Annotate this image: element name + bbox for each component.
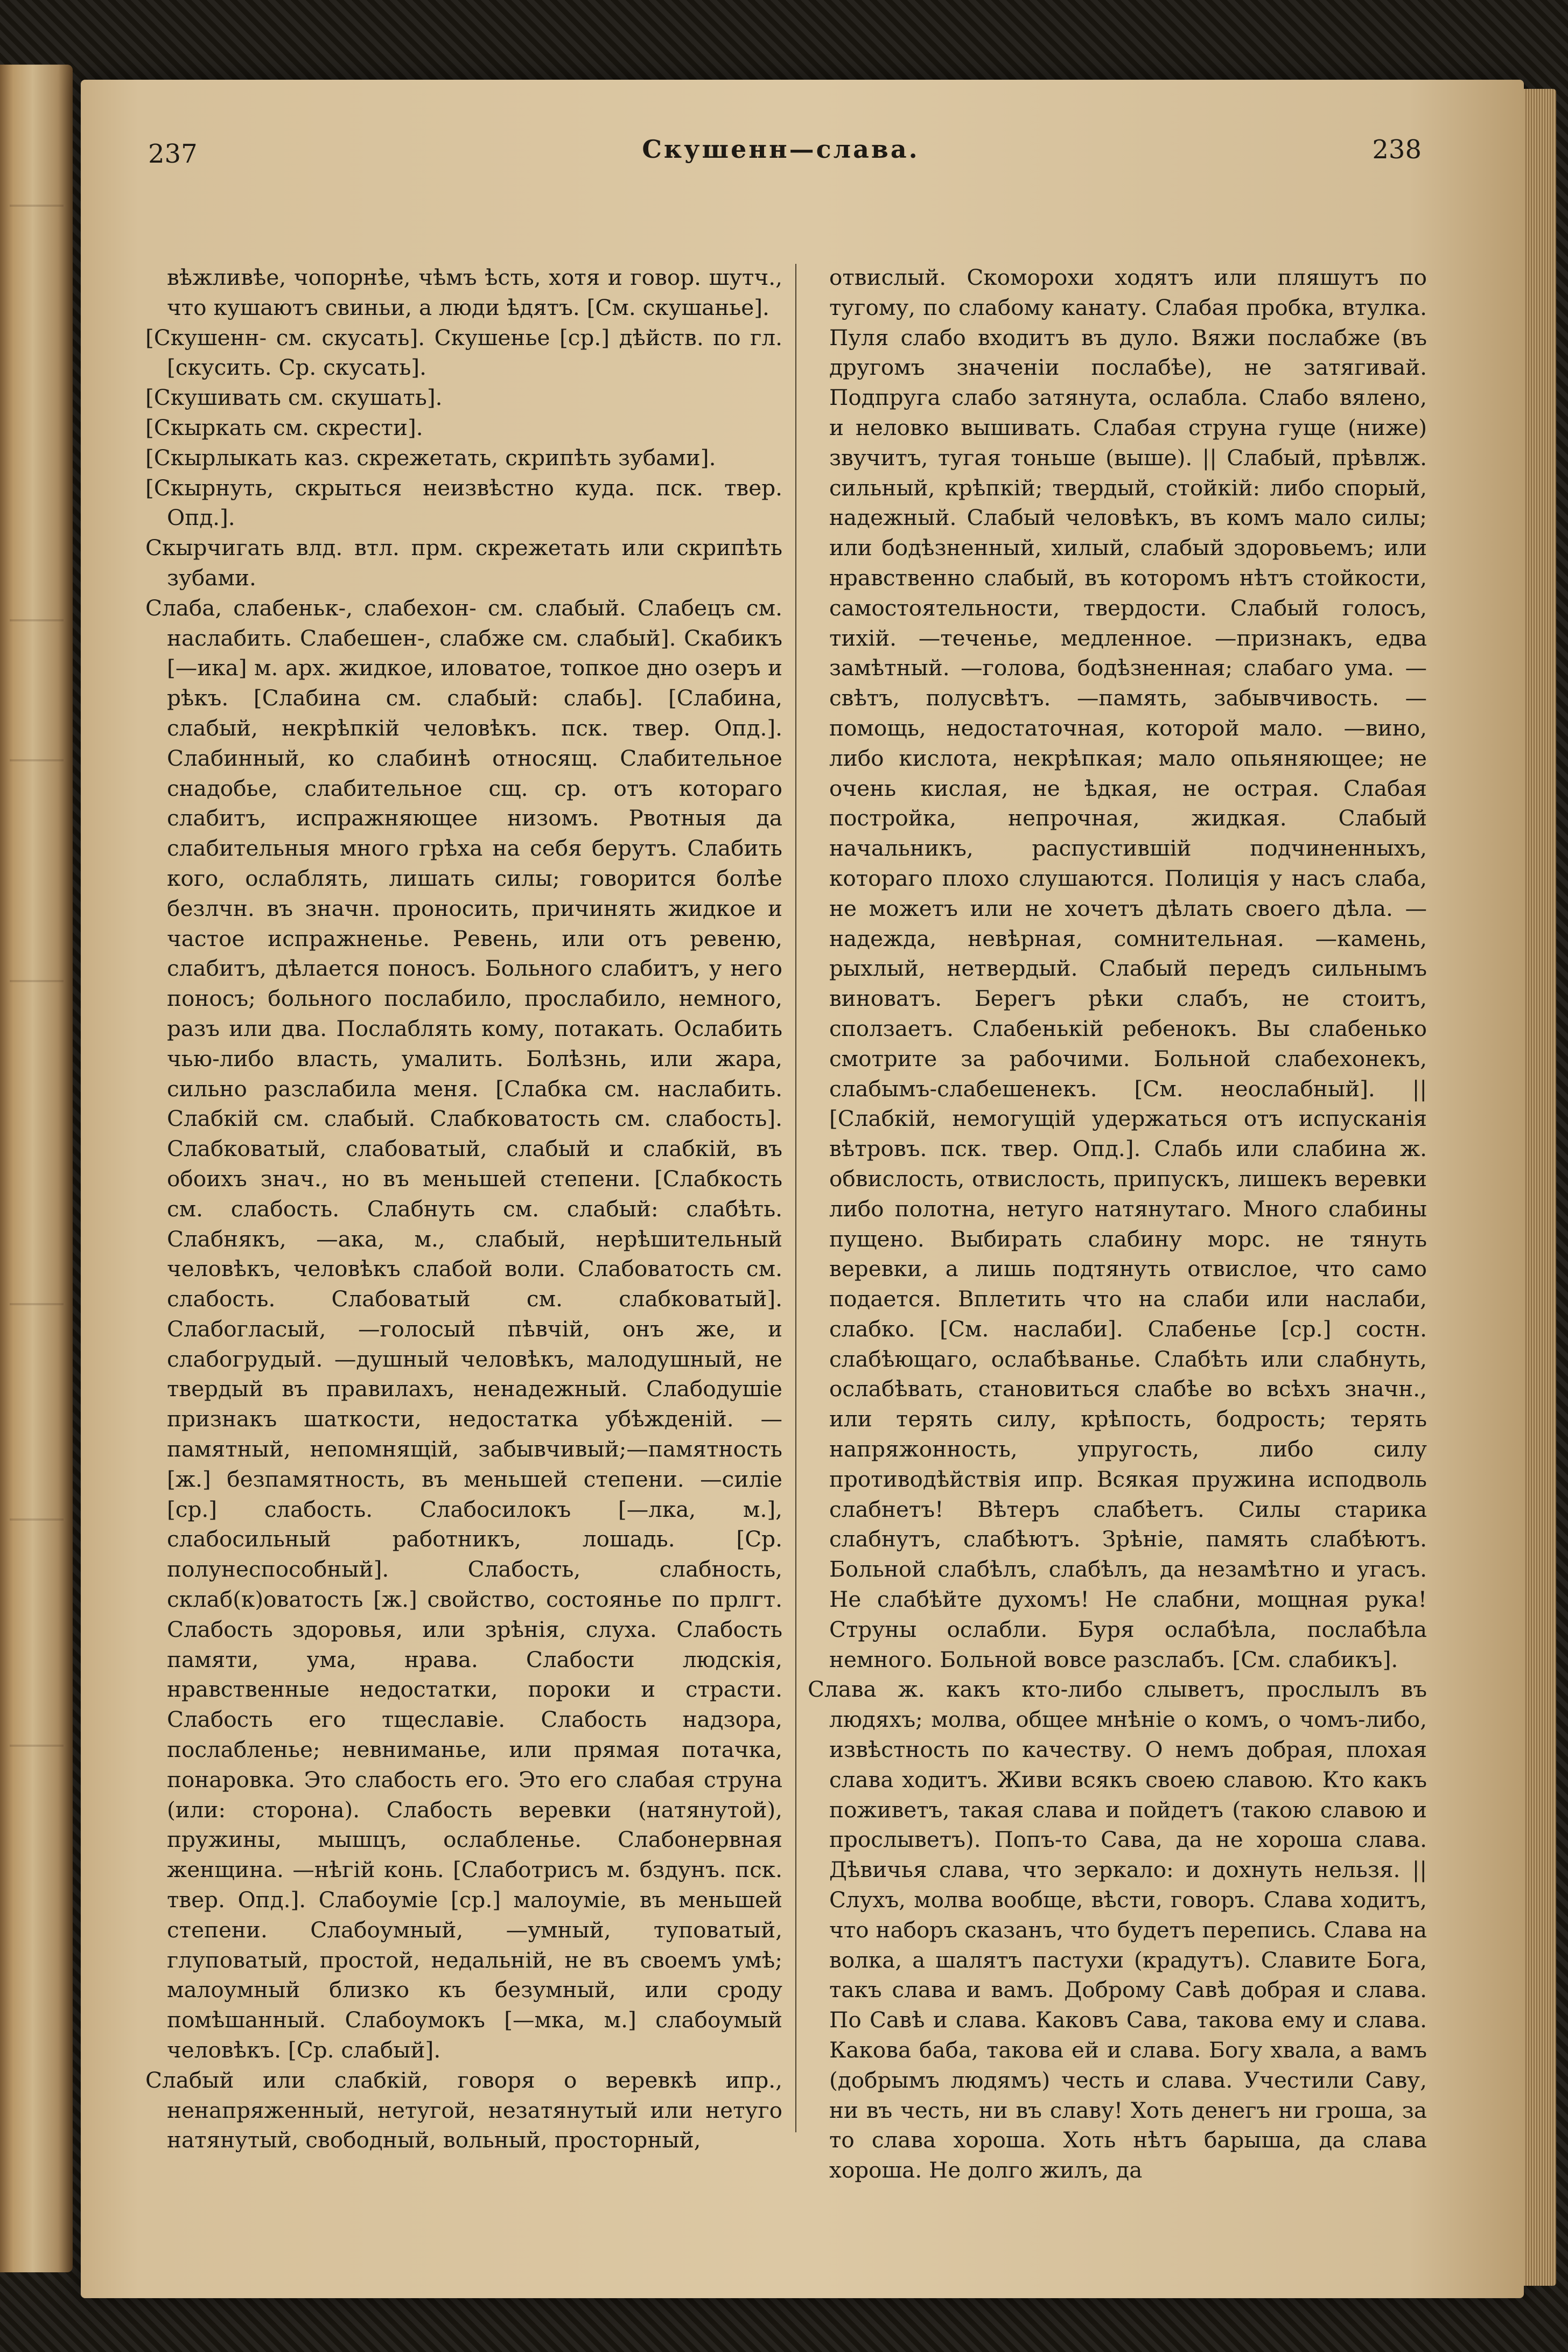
- right-page-number: 238: [1372, 135, 1422, 165]
- column-divider: [795, 264, 796, 2132]
- entry-skushenn: [Скушенн- см. скусать]. Скушенье [ср.] дѣйств. по гл. [скусить. Ср. скусать].: [145, 324, 782, 381]
- left-column: [145, 263, 782, 2155]
- entry-skushivat: [Скушивать см. скушать].: [145, 384, 443, 411]
- previous-page-edge: [0, 65, 73, 2272]
- left-page-number: 237: [148, 139, 198, 169]
- entry-skyrlykat: [Скырлыкать каз. скрежетать, скрипѣть зубами].: [145, 444, 716, 471]
- entry-slabyi: Слабый или слабкій, говоря о веревкѣ ипр., ненапряженный, нетугой, незатянутый или нетуго натянутый, свободный, вольный, просторный,: [145, 2067, 782, 2153]
- entry-skyrchigat: Скырчигать влд. втл. прм. скрежетать или скрипѣть зубами.: [145, 535, 782, 591]
- entry-continuation: вѣжливѣе, чопорнѣе, чѣмъ ѣсть, хотя и говор. шутч., что кушаютъ свиньи, а люди ѣдятъ. [См. скушанье].: [167, 264, 782, 320]
- right-column: [808, 263, 1427, 2186]
- entry-skyrnut: [Скырнуть, скрыться неизвѣстно куда. пск. твер. Опд.].: [145, 474, 782, 531]
- page-stack-edge: [1524, 89, 1556, 2286]
- entry-skyrkat: [Скыркать см. скрести].: [145, 414, 423, 440]
- entry-slabyi-continued: отвислый. Скоморохи ходятъ или пляшутъ по тугому, по слабому канату. Слабая пробка, втулка. Пуля слабо входитъ въ дуло. Вяжи послабже (въ другомъ значеніи послабѣе), не затягивай. Подпруга слабо затянута, ослабла. Слабо вялено, и неловко вышивать. Слабая струна гуще (ниже) звучитъ, тугая тоньше (выше). || Слабый, прѣвлж. сильный, крѣпкій; твердый, стойкій: либо спорый, надежный. Слабый человѣкъ, въ комъ мало силы; или бодѣзненный, хилый, слабый здоровьемъ; или нравственно слабый, въ которомъ нѣтъ стойкости, самостоятельности, твердости. Слабый голосъ, тихій. —теченье, медленное. —признакъ, едва замѣтный. —голова, бодѣзненная; слабаго ума. —свѣтъ, полусвѣтъ. —память, забывчивость. —помощь, недостаточная, которой мало. —вино, либо кислота, некрѣпкая; мало опьяняющее; не очень кислая, не ѣдкая, не острая. Слабая постройка, непрочная, жидкая. Слабый начальникъ, распустившій подчиненныхъ, котораго плохо слушаются. Полиція у насъ слаба, не можетъ или не хочетъ дѣлать своего дѣла. —надежда, невѣрная, сомнительная. —камень, рыхлый, нетвердый. Слабый передъ сильнымъ виноватъ. Берегъ рѣки слабъ, не стоитъ, сползаетъ. Слабенькій ребенокъ. Вы слабенько смотрите за рабочими. Больной слабехонекъ, слабымъ-слабешенекъ. [См. неослабный]. ||[Слабкій, немогущій удержаться отъ испусканія вѣтровъ. пск. твер. Опд.]. Слабь или слабина ж. обвислость, отвислость, припускъ, лишекъ веревки либо полотна, нетуго натянутаго. Много слабины пущено. Выбирать слабину морс. не тянуть веревки, а лишь подтянуть отвислое, что само подается. Вплетить что на слаби или наслаби, слабко. [См. наслаби]. Слабенье [ср.] состн. слабѣющаго, ослабѣванье. Слабѣть или слабнуть, ослабѣвать, становиться слабѣе во всѣхъ значн., или терять силу, крѣпость, бодрость; терять напряжонность, упругость, либо силу противодѣйствія ипр. Всякая пружина исподволь слабнетъ! Вѣтеръ слабѣетъ. Силы старика слабнутъ, слабѣютъ. Зрѣніе, память слабѣютъ. Больной слабѣлъ, слабѣлъ, да незамѣтно и угасъ. Не слабѣйте духомъ! Не слабни, мощная рука! Струны ослабли. Буря ослабѣла, послабѣла немного. Больной вовсе разслабъ. [См. слабикъ].: [829, 264, 1427, 1672]
- running-title: Скушенн—слава.: [642, 135, 920, 164]
- entry-slaba: Слаба, слабеньк-, слабехон- см. слабый. Слабецъ см. наслабить. Слабешен-, слабже см. слабый]. Скабикъ [—ика] м. арх. жидкое, иловатое, топкое дно озеръ и рѣкъ. [Слабина см. слабый: слабь]. [Слабина, слабый, некрѣпкій человѣкъ. пск. твер. Опд.]. Слабинный, ко слабинѣ относящ. Слабительное снадобье, слабительное сщ. ср. отъ котораго слабитъ, испражняющее низомъ. Рвотныя да слабительныя много грѣха на себя берутъ. Слабить кого, ослаблять, лишать силы; говорится болѣе безлчн. въ значн. проносить, причинять жидкое и частое испражненье. Ревень, или отъ ревеню, слабитъ, дѣлается поносъ. Больного слабитъ, у него поносъ; больного послабило, прослабило, немного, разъ или два. Пoслаблять кому, потакать. Ослабить чью-либо власть, умалить. Болѣзнь, или жара, сильно разслабила меня. [Слабка см. наслабить. Слабкій см. слабый. Слабковатость см. слабость]. Слабковатый, слабоватый, слабый и слабкій, въ обоихъ знач., но въ меньшей степени. [Слабкость см. слабость. Слабнуть см. слабый: слабѣть. Слабнякъ, —ака, м., слабый, нерѣшительный человѣкъ, человѣкъ слабой воли. Слабоватость см. слабость. Слабоватый см. слабковатый]. Слабогласый, —голосый пѣвчій, онъ же, и слабогрудый. —душный человѣкъ, малодушный, не твердый въ правилахъ, ненадежный. Слабодушіе признакъ шаткости, недостатка убѣжденій. —памятный, непомнящій, забывчивый;—памятность [ж.] безпамятность, въ меньшей степени. —силіе [ср.] слабость. Слабосилокъ [—лка, м.], слабосильный работникъ, лошадь. [Ср. полунеспособный]. Слабость, слабность, склаб(к)оватость [ж.] свойство, состоянье по прлгт. Слабость здоровья, или зрѣнія, слуха. Слабость памяти, ума, нрава. Слабости людскія, нравственные недостатки, пороки и страсти. Слабость его тщеславіе. Слабость надзора, послабленье; невниманье, или прямая потачка, понаровка. Это слабость его. Это его слабая струна (или: сторона). Слабость веревки (натянутой), пружины, мышцъ, ослабленье. Слабонервная женщина. —нѣгій конь. [Слаботрисъ м. бздунъ. пск. твер. Опд.]. Слабоуміе [ср.] малоуміе, въ меньшей степени. Слабоумный, —умный, туповатый, глуповатый, простой, недальній, не въ своемъ умѣ; малоумный близко къ безумный, или сроду помѣшанный. Слабоумокъ [—мка, м.] слабоумый человѣкъ. [Ср. слабый].: [145, 594, 782, 2063]
- page-header: [135, 123, 1427, 171]
- entry-slava: Слава ж. какъ кто-либо слыветъ, прослылъ въ людяхъ; молва, общее мнѣніе о комъ, о чомъ-либо, извѣстность по качеству. О немъ добрая, плохая слава ходитъ. Живи всякъ своею славою. Кто какъ поживетъ, такая слава и пойдетъ (такою славою и прослыветъ). Попъ-то Сава, да не хороша слава. Дѣвичья слава, что зеркало: и дохнуть нельзя. || Слухъ, молва вообще, вѣсти, говоръ. Слава ходитъ, что наборъ сказанъ, что будетъ перепись. Слава на волка, а шалятъ пастухи (крадутъ). Славите Бога, такъ слава и вамъ. Доброму Савѣ добрая и слава. По Савѣ и слава. Каковъ Сава, такова ему и слава. Какова баба, такова ей и слава. Богу хвала, а вамъ (добрымъ людямъ) честь и слава. Учестили Саву, ни въ честь, ни въ славу! Хоть денегъ ни гроша, за то слава хороша. Хоть нѣтъ барыша, да слава хороша. Не долго жилъ, да: [808, 1676, 1427, 2183]
